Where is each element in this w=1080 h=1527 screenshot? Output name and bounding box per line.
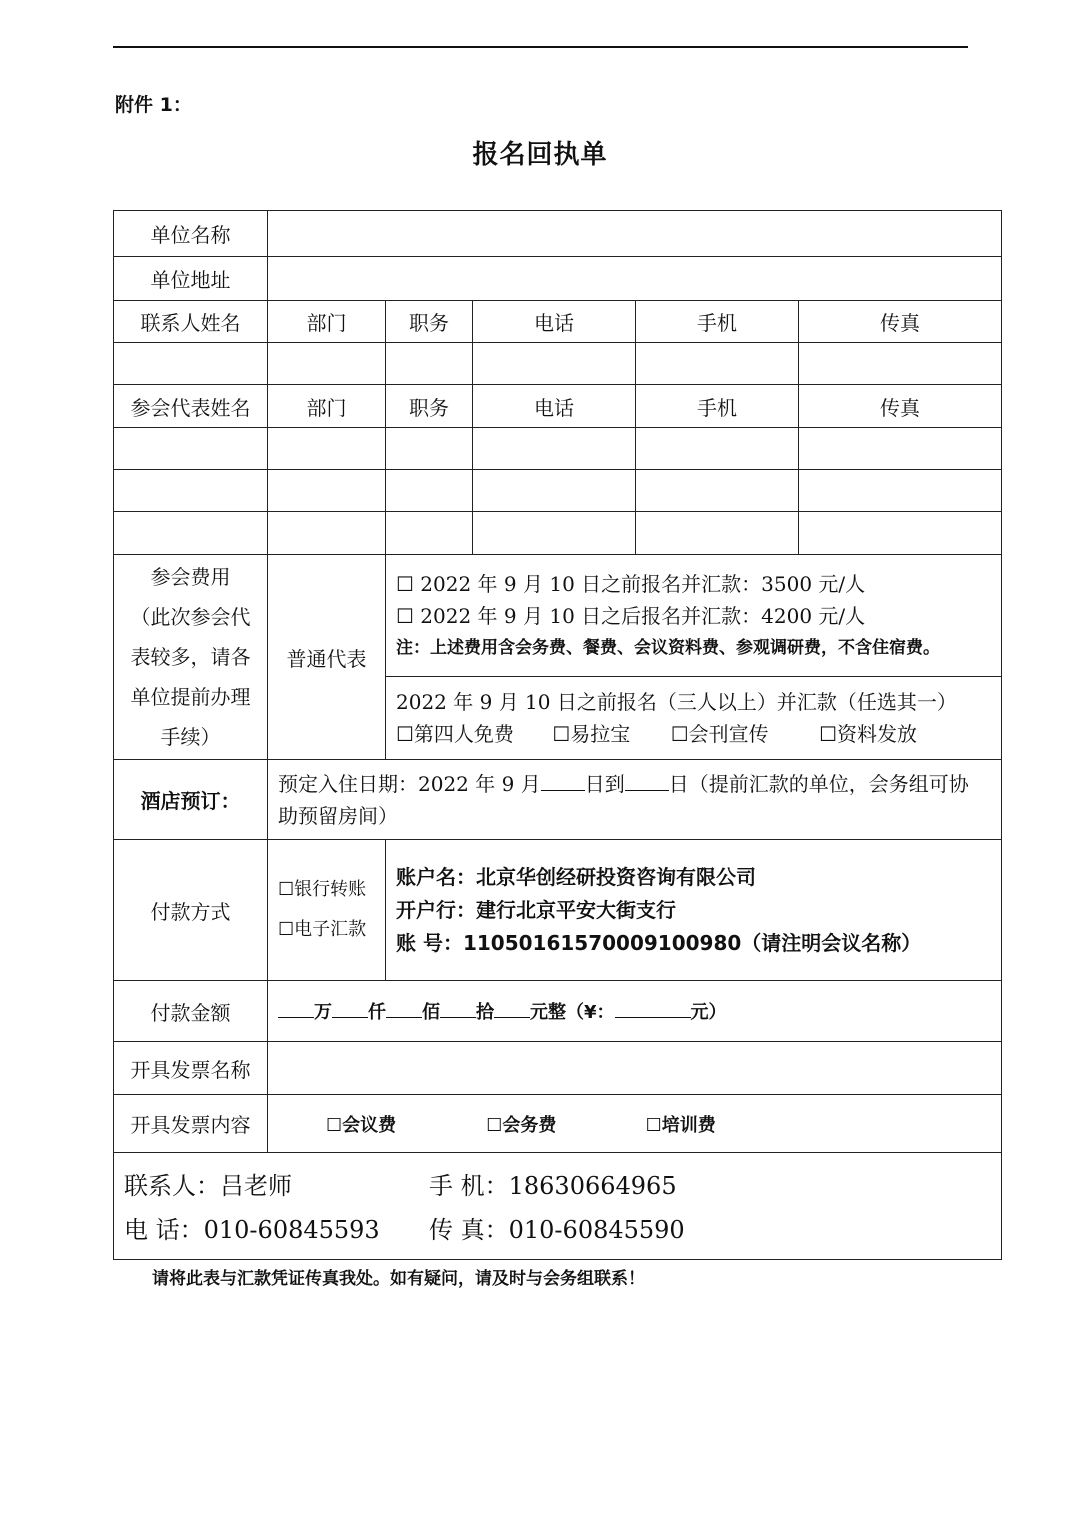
delegate-category: 普通代表 <box>268 555 386 760</box>
table-cell[interactable] <box>636 512 799 555</box>
delegate-entry-row <box>114 470 1002 512</box>
column-position: 职务 <box>386 385 473 428</box>
invoice-name-label: 开具发票名称 <box>114 1042 268 1095</box>
table-cell[interactable] <box>799 343 1002 385</box>
table-cell[interactable] <box>799 470 1002 512</box>
column-fax: 传真 <box>799 301 1002 343</box>
top-rule <box>113 46 968 48</box>
invoice-name-field[interactable] <box>268 1042 1002 1095</box>
column-position: 职务 <box>386 301 473 343</box>
contact-fax: 传 真：010-60845590 <box>429 1216 685 1244</box>
table-cell[interactable] <box>114 470 268 512</box>
bank-name: 开户行：建行北京平安大街支行 <box>396 897 676 922</box>
table-cell[interactable] <box>268 428 386 470</box>
hotel-line-2: 助预留房间） <box>278 803 398 828</box>
fee-label-line: 表较多，请各 <box>130 645 251 669</box>
unit-address-row <box>114 257 1002 301</box>
column-phone: 电话 <box>473 301 636 343</box>
amount-blank[interactable] <box>440 1003 476 1018</box>
contact-name-label: 联系人姓名 <box>114 301 268 343</box>
fee-label-line: 单位提前办理 <box>130 685 251 709</box>
fee-label-line: 参会费用 <box>150 565 231 589</box>
hotel-date-suffix: 日（提前汇款的单位，会务组可协 <box>668 771 969 796</box>
table-cell[interactable] <box>268 343 386 385</box>
table-cell[interactable] <box>473 343 636 385</box>
hotel-date-mid: 日到 <box>584 771 625 796</box>
table-cell[interactable] <box>636 470 799 512</box>
promo-options <box>396 718 991 750</box>
amount-yuan-blank[interactable] <box>615 1003 691 1018</box>
column-phone: 电话 <box>473 385 636 428</box>
promo-cell <box>386 677 1002 760</box>
promo-option-banner[interactable]: ☐易拉宝 <box>552 722 631 747</box>
table-cell[interactable] <box>386 470 473 512</box>
payment-label: 付款方式 <box>114 840 268 981</box>
hotel-label: 酒店预订： <box>114 760 268 840</box>
fee-label-line: （此次参会代 <box>130 605 251 629</box>
table-cell[interactable] <box>473 470 636 512</box>
table-cell[interactable] <box>473 512 636 555</box>
amount-label: 付款金额 <box>114 981 268 1042</box>
contact-phone: 电 话：010-60845593 <box>124 1216 380 1244</box>
unit-name-row <box>114 211 1002 257</box>
form-title: 报名回执单 <box>472 140 608 170</box>
hotel-date-prefix: 预定入住日期：2022 年 9 月 <box>278 771 541 796</box>
invoice-content-row <box>114 1095 1002 1153</box>
fee-row <box>114 555 1002 677</box>
contact-mobile: 手 机：18630664965 <box>429 1172 677 1200</box>
amount-row <box>114 981 1002 1042</box>
promo-option-journal[interactable]: ☐会刊宣传 <box>670 722 769 747</box>
unit-name-field[interactable] <box>268 211 1002 257</box>
amount-unit: 仟 <box>368 1002 386 1023</box>
amount-unit: 元） <box>690 1002 727 1023</box>
contact-entry-row <box>114 343 1002 385</box>
table-cell[interactable] <box>114 343 268 385</box>
table-cell[interactable] <box>386 512 473 555</box>
fee-options-cell <box>386 555 1002 677</box>
table-cell[interactable] <box>636 343 799 385</box>
hotel-line-1 <box>278 768 991 800</box>
amount-blank[interactable] <box>332 1003 368 1018</box>
invoice-option-service-fee[interactable]: ☐会务费 <box>486 1114 557 1136</box>
unit-address-field[interactable] <box>268 257 1002 301</box>
contact-info-row <box>114 1153 1002 1260</box>
amount-unit: 万 <box>314 1002 332 1023</box>
fee-label-cell <box>114 555 268 760</box>
payment-account-cell <box>386 840 1002 981</box>
invoice-content-label: 开具发票内容 <box>114 1095 268 1153</box>
column-department: 部门 <box>268 385 386 428</box>
table-cell[interactable] <box>114 428 268 470</box>
payment-option-bank[interactable]: ☐银行转账 <box>278 879 367 900</box>
fee-option-late[interactable]: ☐ 2022 年 9 月 10 日之后报名并汇款：4200 元/人 <box>396 603 866 628</box>
column-mobile: 手机 <box>636 301 799 343</box>
contact-header-row <box>114 301 1002 343</box>
table-cell[interactable] <box>386 428 473 470</box>
unit-name-label: 单位名称 <box>114 211 268 257</box>
fee-option-early[interactable]: ☐ 2022 年 9 月 10 日之前报名并汇款：3500 元/人 <box>396 571 866 596</box>
table-cell[interactable] <box>114 512 268 555</box>
table-cell[interactable] <box>268 512 386 555</box>
footer-note: 请将此表与汇款凭证传真我处。如有疑问，请及时与会务组联系！ <box>152 1269 645 1289</box>
account-number: 账 号：11050161570009100980（请注明会议名称） <box>396 930 922 955</box>
table-cell[interactable] <box>636 428 799 470</box>
column-mobile: 手机 <box>636 385 799 428</box>
fee-note: 注：上述费用含会务费、餐费、会议资料费、参观调研费，不含住宿费。 <box>396 637 940 658</box>
contact-person: 联系人：吕老师 <box>124 1172 292 1200</box>
table-cell[interactable] <box>799 428 1002 470</box>
hotel-text-cell <box>268 760 1002 840</box>
invoice-option-training-fee[interactable]: ☐培训费 <box>645 1114 716 1136</box>
payment-row <box>114 840 1002 981</box>
amount-blank[interactable] <box>494 1003 530 1018</box>
delegate-name-label: 参会代表姓名 <box>114 385 268 428</box>
unit-address-label: 单位地址 <box>114 257 268 301</box>
table-cell[interactable] <box>473 428 636 470</box>
promo-line: 2022 年 9 月 10 日之前报名（三人以上）并汇款（任选其一） <box>396 690 957 715</box>
payment-options-cell <box>268 840 386 981</box>
promo-option-materials[interactable]: ☐资料发放 <box>819 722 918 747</box>
amount-unit: 拾 <box>476 1002 494 1023</box>
invoice-option-meeting-fee[interactable]: ☐会议费 <box>326 1114 397 1136</box>
delegate-entry-row <box>114 428 1002 470</box>
amount-blank[interactable] <box>386 1003 422 1018</box>
promo-option-free-fourth[interactable]: ☐第四人免费 <box>396 722 514 747</box>
table-cell[interactable] <box>268 470 386 512</box>
table-cell[interactable] <box>799 512 1002 555</box>
column-fax: 传真 <box>799 385 1002 428</box>
amount-cell <box>268 981 1002 1042</box>
account-name: 账户名：北京华创经研投资咨询有限公司 <box>396 864 756 889</box>
hotel-row <box>114 760 1002 840</box>
amount-blank[interactable] <box>278 1003 314 1018</box>
delegate-entry-row <box>114 512 1002 555</box>
delegate-header-row <box>114 385 1002 428</box>
registration-form-table <box>113 210 1002 1260</box>
invoice-options-cell <box>268 1095 1002 1153</box>
hotel-day-start-blank[interactable] <box>541 776 585 791</box>
amount-unit: 元整（¥： <box>530 1002 615 1023</box>
invoice-name-row <box>114 1042 1002 1095</box>
column-department: 部门 <box>268 301 386 343</box>
fee-label-line: 手续） <box>160 725 221 749</box>
amount-unit: 佰 <box>422 1002 440 1023</box>
attachment-label: 附件 1： <box>115 94 192 116</box>
payment-option-electronic[interactable]: ☐电子汇款 <box>278 919 367 940</box>
contact-info-cell <box>114 1153 1002 1260</box>
table-cell[interactable] <box>386 343 473 385</box>
hotel-day-end-blank[interactable] <box>625 776 669 791</box>
